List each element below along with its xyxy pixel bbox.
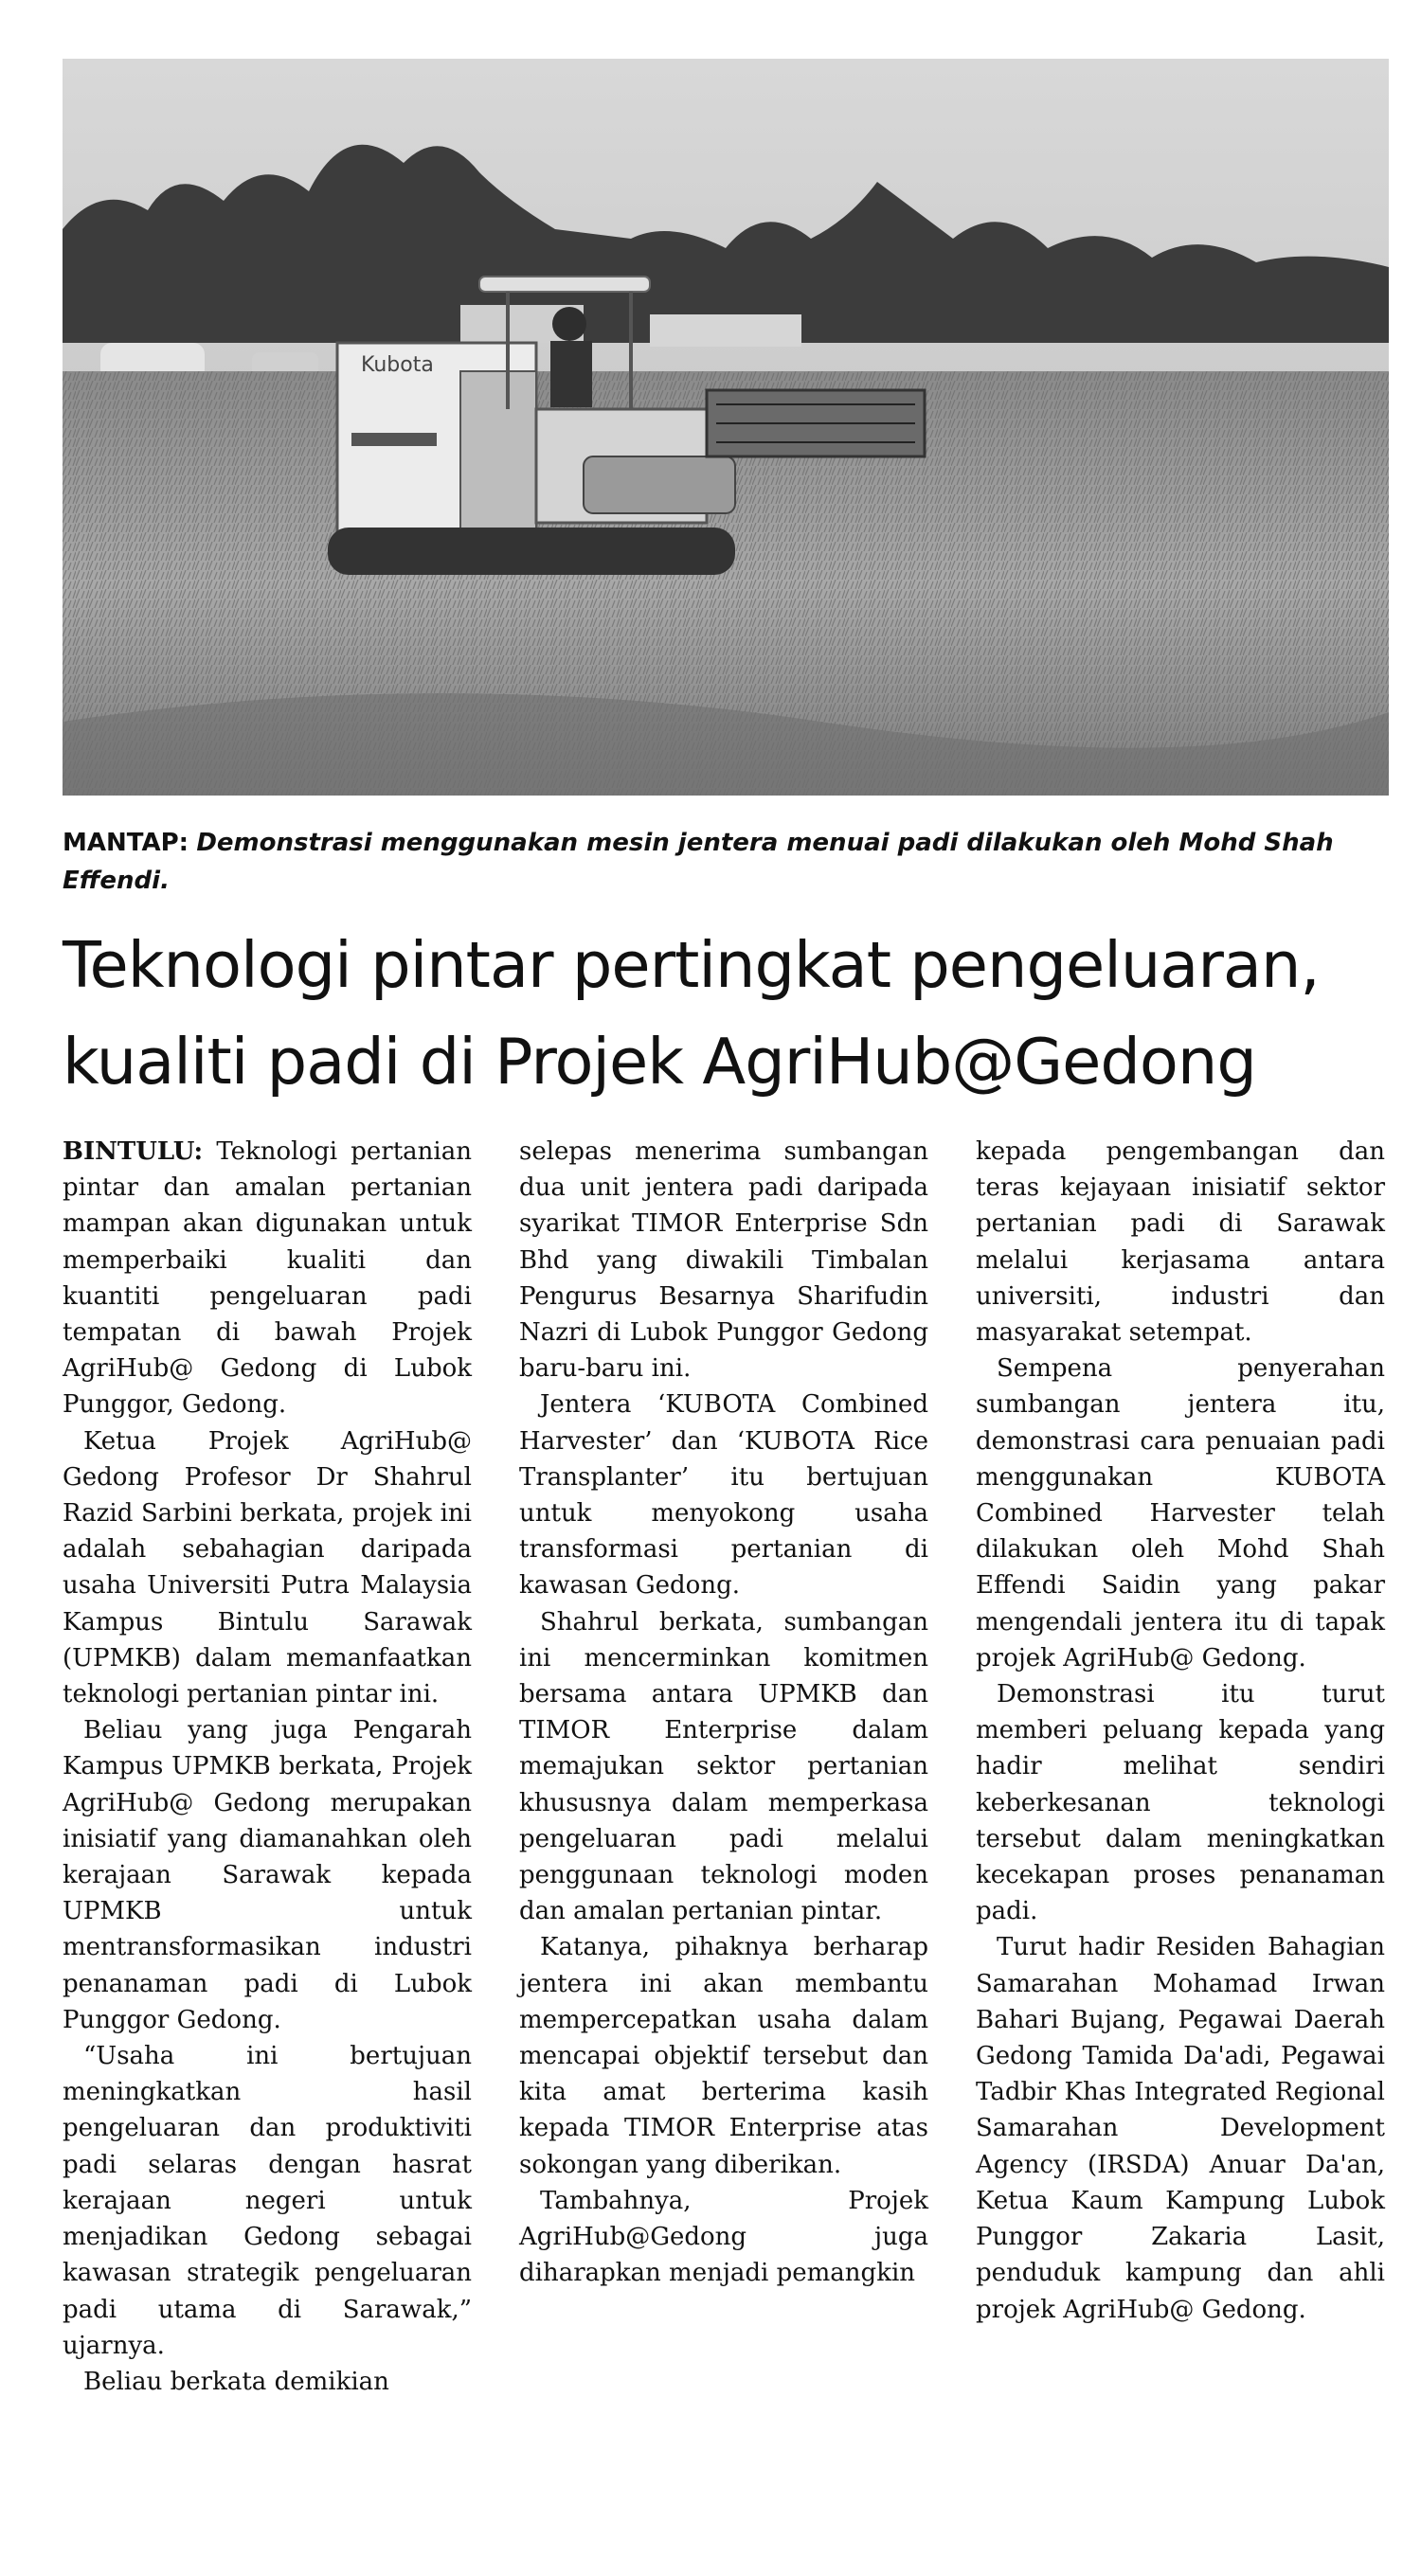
article-column-2: [519, 1134, 928, 2292]
paragraph: Shahrul berkata, sumbangan ini mencerminkan komitmen bersama antara UPMKB dan TIMOR Enterprise dalam memajukan sektor pertanian khususnya dalam memperkasa pengeluaran padi melalui penggunaan teknologi moden dan amalan pertanian pintar.: [519, 1607, 928, 1926]
paragraph: Sempena penyerahan sumbangan jentera itu, demonstrasi cara penuaian padi menggunakan KUBOTA Combined Harvester telah dilakukan oleh Mohd Shah Effendi Saidin yang pakar mengendali jentera itu di tapak projek AgriHub@ Gedong.: [976, 1354, 1385, 1673]
article-photo: [63, 59, 1389, 796]
paragraph: Demonstrasi itu turut memberi peluang kepada yang hadir melihat sendiri keberkesanan teknologi tersebut dalam meningkatkan kecekapan proses penanaman padi.: [976, 1680, 1385, 1926]
paragraph: Katanya, pihaknya berharap jentera ini akan membantu mempercepatkan usaha dalam mencapai objektif tersebut dan kita amat berterima kasih kepada TIMOR Enterprise atas sokongan yang diberikan.: [519, 1933, 928, 2179]
caption-text: Demonstrasi menggunakan mesin jentera menuai padi dilakukan oleh Mohd Shah Effendi.: [63, 829, 1334, 895]
paragraph: Beliau yang juga Pengarah Kampus UPMKB berkata, Projek AgriHub@ Gedong merupakan inisiatif yang diamanahkan oleh kerajaan Sarawak kepada UPMKB untuk mentransformasikan industri penanaman padi di Lubok Punggor Gedong.: [63, 1716, 472, 2034]
headline-line-2: kualiti padi di Projek AgriHub@Gedong: [63, 1025, 1256, 1099]
caption-tag: MANTAP:: [63, 829, 189, 857]
paragraph: Beliau berkata demikian: [83, 2367, 389, 2396]
paragraph: Ketua Projek AgriHub@ Gedong Profesor Dr Shahrul Razid Sarbini berkata, projek ini adalah sebahagian daripada usaha Universiti Putra Malaysia Kampus Bintulu Sarawak (UPMKB) dalam memanfaatkan teknologi pertanian pintar ini.: [63, 1426, 472, 1709]
harvester-photo-icon: [63, 59, 1389, 796]
dateline: BINTULU:: [63, 1137, 204, 1166]
paragraph: “Usaha ini bertujuan meningkatkan hasil pengeluaran dan produktiviti padi selaras dengan hasrat kerajaan negeri untuk menjadikan Gedong sebagai kawasan strategik pengeluaran padi utama di Sarawak,” ujarnya.: [63, 2042, 472, 2360]
headline-line-1: Teknologi pintar pertingkat pengeluaran,: [63, 928, 1320, 1002]
paragraph: kepada pengembangan dan teras kejayaan inisiatif sektor pertanian padi di Sarawak melalui kerjasama antara universiti, industri dan masyarakat setempat.: [976, 1137, 1385, 1348]
svg-text:Kubota: Kubota: [361, 353, 434, 377]
article-column-3: [976, 1134, 1385, 2328]
paragraph: selepas menerima sumbangan dua unit jentera padi daripada syarikat TIMOR Enterprise Sdn Bhd yang diwakili Timbalan Pengurus Besarnya Sharifudin Nazri di Lubok Punggor Gedong baru-baru ini.: [519, 1137, 928, 1384]
paragraph: Tambahnya, Projek AgriHub@Gedong juga diharapkan menjadi pemangkin: [519, 2186, 928, 2288]
paragraph: BINTULU: Teknologi pertanian pintar dan amalan pertanian mampan akan digunakan untuk memperbaiki kualiti dan kuantiti pengeluaran padi tempatan di bawah Projek AgriHub@ Gedong di Lubok Punggor, Gedong.: [63, 1137, 472, 1420]
article-column-1: [63, 1134, 472, 2400]
paragraph: Turut hadir Residen Bahagian Samarahan Mohamad Irwan Bahari Bujang, Pegawai Daerah Gedong Tamida Da'adi, Pegawai Tadbir Khas Integrated Regional Samarahan Development Agency (IRSDA) Anuar Da'an, Ketua Kaum Kampung Lubok Punggor Zakaria Lasit, penduduk kampung dan ahli projek AgriHub@ Gedong.: [976, 1933, 1385, 2324]
paragraph: Jentera ‘KUBOTA Combined Harvester’ dan ‘KUBOTA Rice Transplanter’ itu bertujuan untuk menyokong usaha transformasi pertanian di kawasan Gedong.: [519, 1390, 928, 1601]
headline: [63, 917, 1408, 1110]
photo-caption: [63, 824, 1389, 900]
